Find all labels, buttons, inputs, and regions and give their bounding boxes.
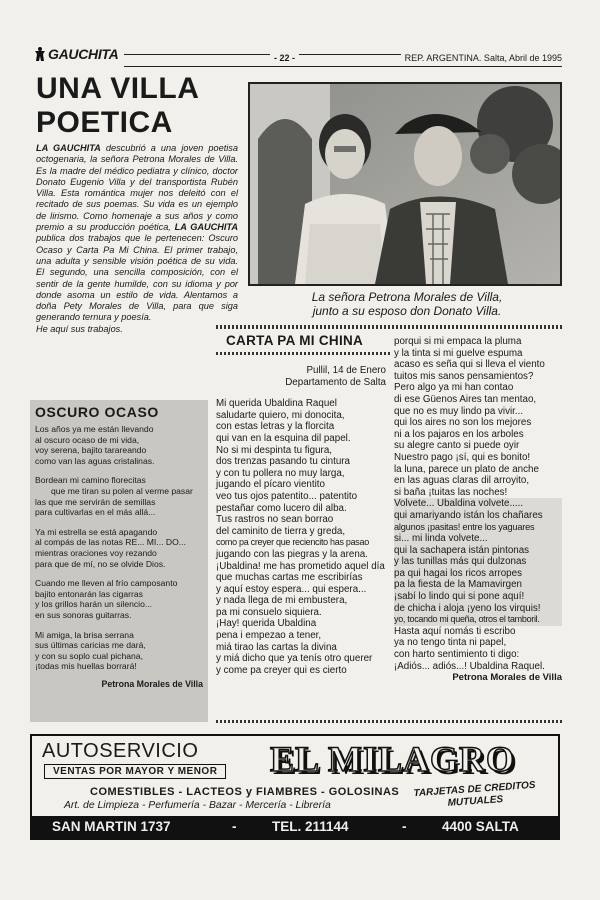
caption-line-1: La señora Petrona Morales de Villa, (311, 290, 503, 304)
ad-separator: - (402, 819, 407, 834)
verse-line: Los años ya me están llevando (35, 424, 154, 434)
stanza (35, 527, 203, 569)
verse-line: al compás de las notas RE... MI... DO... (35, 537, 186, 548)
ad-city: 4400 SALTA (442, 819, 519, 834)
verse-line: del caminito de tierra y greda, (216, 525, 346, 537)
carta-date-line-2: Departamento de Salta (285, 376, 386, 388)
ad-phone: TEL. 211144 (272, 819, 349, 834)
verse-line: Cuando me lleven al frío camposanto (35, 578, 178, 589)
verse-line: Pero algo ya mi han contao (394, 382, 514, 394)
verse-line: su alegre canto si puede oyir (394, 440, 520, 452)
verse-line: la luna, parece un plato de anche (394, 463, 539, 475)
page-number: - 22 - (270, 53, 299, 63)
verse-line: en sus sonoras guitarras. (35, 609, 132, 620)
verse-line: para que de mí, no se olvide Dios. (35, 558, 166, 569)
ocaso-signature: Petrona Morales de Villa (101, 678, 203, 689)
logo-text: GAUCHITA (48, 46, 119, 62)
verse-line: veo tus ojos patentito... patentito (216, 490, 358, 502)
verse-line: de chicha i aloja ¡yeno los virquis! (394, 603, 562, 615)
verse-line: ¡Adiós... adiós...! Ubaldina Raquel. (394, 660, 545, 672)
masthead-logo (34, 46, 118, 62)
ad-separator: - (232, 819, 237, 834)
couple-photo-image (250, 84, 560, 284)
verse-line: sus últimas caricias me dará, (35, 640, 146, 651)
verse-line: qui van en la esquina dil papel. (216, 432, 351, 444)
verse-line: porqui si mi empaca la pluma (394, 336, 522, 347)
verse-line: Hasta aquí nomás ti escribo (394, 625, 516, 637)
advertisement (30, 734, 560, 840)
verse-line: qui la sachapera istán pintonas (394, 545, 562, 557)
oscuro-ocaso-box (30, 400, 208, 722)
verse-line: miá tirao las cartas la divina (216, 641, 337, 653)
ocaso-poem (35, 424, 203, 672)
verse-line: en las aguas claras dil arroyito, (394, 475, 530, 487)
verse-line: pena i empezao a tener, (216, 630, 322, 642)
verse-line: pa qui hagai los ricos arropes (394, 568, 562, 580)
verse-line: mientras oraciones voy rezando (35, 547, 157, 558)
issue-dateline: REP. ARGENTINA. Salta, Abril de 1995 (401, 53, 562, 63)
title-line-2: POETICA (36, 106, 173, 139)
verse-line: ni a los pajaros en los arboles (394, 428, 524, 440)
verse-line: tuitos mis sanos pensamientos? (394, 370, 534, 382)
ad-products: COMESTIBLES - LACTEOS y FIAMBRES - GOLOSINAS (90, 786, 400, 798)
verse-line: con harto sentimiento ti digo: (394, 649, 520, 661)
verse-line: dos trenzas pasando tu cintura (216, 456, 350, 468)
verse-line: y la tinta si mi guelve espuma (394, 347, 523, 359)
ad-store-name: EL MILAGRO (270, 739, 516, 779)
ocaso-title: OSCURO OCASO (35, 404, 159, 420)
verse-line: Volvete... Ubaldina volvete..... (394, 498, 562, 510)
verse-line: y come pa creyer qui es cierto (216, 664, 347, 676)
ad-autoservicio: AUTOSERVICIO (42, 740, 199, 762)
intro-text-2: publica dos trabajos que le pertenecen: Oscuro Ocaso y Carta Pa Mi China. El primer trabajo, una adulta y sensible visión poética de su vida. El segundo, una sencilla composición, con el sentir de la gente humilde, con su idioma y por donde asoma un estilo de vida. Alentamos a doña Pety Morales de Villa, para que siga generando ternura y poesía. (36, 233, 238, 323)
masthead-rule-bottom (124, 66, 562, 67)
intro-lead-2: LA GAUCHITA (174, 222, 238, 233)
verse-line: ¡Hay! querida Ubaldina (216, 618, 317, 630)
verse-line: Tus rastros no sean borrao (216, 514, 334, 526)
carta-left-lines (216, 398, 386, 676)
verse-line: di ese Güenos Aires tan mentao, (394, 393, 537, 405)
article-intro (36, 143, 238, 335)
verse-line: qui los aires no son los mejores (394, 417, 532, 429)
ad-contact-bar (32, 816, 558, 838)
carta-right-column (394, 336, 562, 684)
carta-title: CARTA PA MI CHINA (226, 333, 364, 348)
verse-line: voy serena, bajito tarareando (35, 445, 147, 456)
verse-line: No si mi despinta tu figura, (216, 444, 332, 456)
verse-line: si... mi linda volvete... (394, 533, 562, 545)
verse-line: yo, tocando mi queña, otros el tamboril. (394, 614, 562, 626)
verse-line: pa la fiesta de la Mamavirgen (394, 579, 562, 591)
verse-line: ¡Ubaldina! me has prometido aquel día (216, 560, 385, 572)
verse-line: y los grillos harán un silencio... (35, 599, 153, 610)
verse-line: y con su soplo cual pichana, (35, 650, 143, 661)
photo-caption (252, 290, 562, 318)
verse-line: como pa creyer que reciencito has pasao (216, 537, 369, 548)
verse-line: con estas letras y la florcita (216, 421, 335, 433)
verse-line: ya no tengo tinta ni papel, (394, 637, 507, 649)
verse-line: Bordean mi camino florecitas (35, 475, 146, 486)
caption-line-2: junto a su esposo don Donato Villa. (312, 304, 502, 318)
stanza (35, 630, 203, 672)
ad-tarjetas: TARJETAS DE CREDITOS MUTUALES (413, 779, 536, 809)
carta-bottom-rule (216, 720, 562, 723)
ad-address: SAN MARTIN 1737 (52, 819, 171, 834)
verse-line: ¡sabí lo lindo qui si pone aquí! (394, 591, 562, 603)
intro-text: descubrió a una joven poetisa octogenaria, la señora Petrona Morales de Villa. Es la madre del médico pediatra y clínico, doctor Donato Eugenio Villa y del transportista Rubén Villa. Esta romántica mujer nos deleitó con el recitado de sus poemas. Su vida es un ejemplo de lirismo. Como homenaje a sus años y como premio a su producción poética, (36, 143, 238, 233)
verse-line: saludarte quiero, mi donocita, (216, 409, 345, 421)
stanza (35, 578, 203, 620)
verse-line: pestañar como lucero dil alba. (216, 502, 347, 514)
verse-line: Nuestro pago ¡sí, qui es bonito! (394, 451, 531, 463)
verse-line: y las tunillas más qui dulzonas (394, 556, 562, 568)
verse-line: que no es muy lindo pa vivir... (394, 405, 524, 417)
verse-line: jugando con las piegras y la arena. (216, 548, 368, 560)
verse-line: Ya mi estrella se está apagando (35, 526, 158, 537)
carta-date-line-1: Pullil, 14 de Enero (306, 365, 386, 376)
verse-line: acaso es seña qui si lleva el viento (394, 359, 545, 371)
verse-line: bajito entonarán las cigarras (35, 588, 143, 599)
masthead (34, 46, 562, 68)
verse-line: y con tu pollera no muy larga, (216, 467, 345, 479)
verse-line: Mi querida Ubaldina Raquel (216, 398, 337, 410)
title-line-1: UNA VILLA (36, 72, 200, 105)
carta-signature: Petrona Morales de Villa (452, 672, 562, 684)
verse-line: Mi amiga, la brisa serrana (35, 629, 134, 640)
ad-ventas-box: VENTAS POR MAYOR Y MENOR (44, 764, 226, 779)
couple-photo (248, 82, 562, 286)
verse-line: al oscuro ocaso de mi vida, (35, 434, 140, 445)
verse-line: que me tiran su polen al verme pasar (51, 485, 193, 496)
gaucho-figure-icon (34, 46, 46, 62)
stanza (35, 424, 203, 466)
verse-line: las que me servirán de semillas (35, 496, 156, 507)
intro-lead: LA GAUCHITA (36, 143, 101, 153)
verse-line: que muchas cartas me escribirías (216, 572, 363, 584)
stanza (35, 475, 203, 517)
carta-left-column (216, 365, 386, 676)
verse-line: como van las aguas cristalinas. (35, 455, 155, 466)
intro-closing: He aquí sus trabajos. (36, 323, 123, 334)
verse-line: pa mi consuelo siquiera. (216, 606, 322, 618)
verse-line: y miá dicho que ya tenís otro querer (216, 653, 373, 665)
verse-line: para cultivarlas en el más allá... (35, 507, 156, 518)
verse-line: si baña ¡tuitas las noches! (394, 486, 508, 498)
verse-line: jugando el pícaro vientito (216, 479, 325, 491)
verse-line: algunos ¡pasitas! entre los yaguares (394, 522, 562, 534)
verse-line: qui amariyando istán los chañares (394, 510, 562, 522)
ad-products-2: Art. de Limpieza - Perfumería - Bazar - Mercería - Librería (64, 800, 331, 811)
carta-title-rule (216, 352, 392, 355)
verse-line: ¡todas mis huellas borrará! (35, 661, 137, 672)
article-title (36, 72, 226, 140)
verse-line: y nada llega de mi embustera, (216, 595, 348, 607)
verse-line: y aquí estoy espera... qui espera... (216, 583, 367, 595)
carta-top-rule (216, 325, 562, 329)
